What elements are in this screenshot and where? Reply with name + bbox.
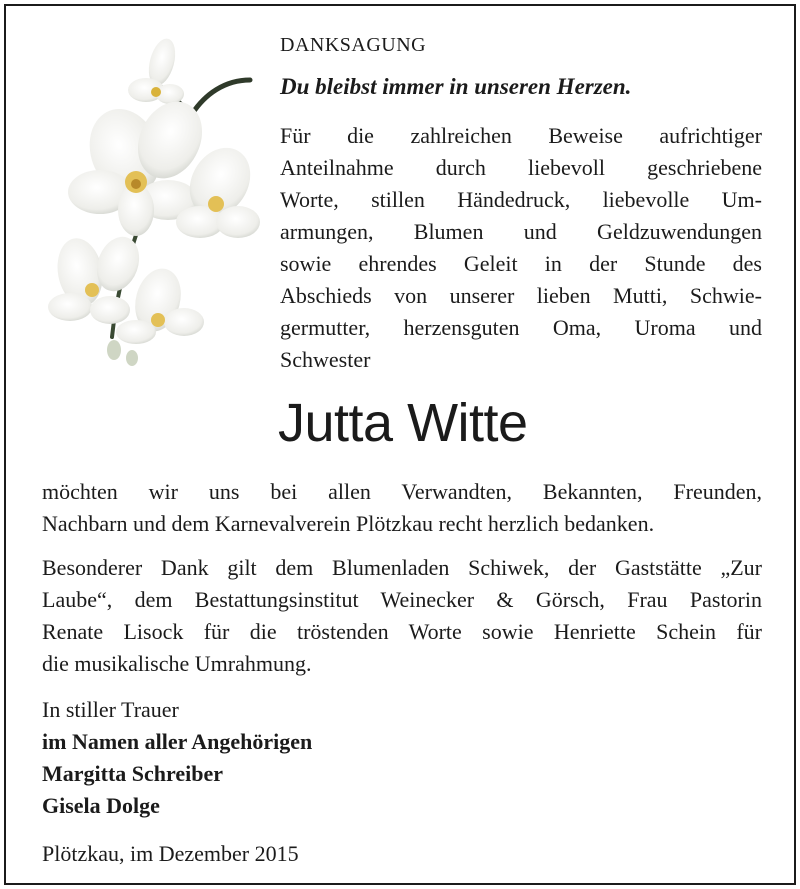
place-date: Plötzkau, im Dezember 2015 <box>42 841 299 866</box>
intro-line: Abschieds von unserer lieben Mutti, Schwie- <box>280 283 762 308</box>
signer-name: Margitta Schreiber <box>42 761 224 786</box>
signoff-intro: In stiller Trauer <box>42 697 179 722</box>
special-thanks-line: Laube“, dem Bestattungsinstitut Weinecker & Görsch, Frau Pastorin <box>42 587 762 612</box>
intro-line: armungen, Blumen und Geldzuwendungen <box>280 219 762 244</box>
special-thanks-paragraph <box>42 552 762 680</box>
notice-motto: Du bleibst immer in unseren Herzen. <box>280 74 632 99</box>
special-thanks-line: Renate Lisock für die tröstenden Worte sowie Henriette Schein für <box>42 619 762 644</box>
signer-name: Gisela Dolge <box>42 793 160 818</box>
intro-paragraph <box>280 120 762 376</box>
intro-line: Worte, stillen Händedruck, liebevolle Um- <box>280 187 762 212</box>
signoff-on-behalf: im Namen aller Angehörigen <box>42 729 313 754</box>
thanks-paragraph <box>42 476 762 540</box>
intro-line: Anteilnahme durch liebevoll geschriebene <box>280 155 762 180</box>
intro-line: germutter, herzensguten Oma, Uroma und <box>280 315 762 340</box>
intro-line: sowie ehrendes Geleit in der Stunde des <box>280 251 762 276</box>
notice-heading: DANKSAGUNG <box>280 34 427 56</box>
intro-line: Für die zahlreichen Beweise aufrichtiger <box>280 123 762 148</box>
thanks-line: möchten wir uns bei allen Verwandten, Bekannten, Freunden, <box>42 479 762 504</box>
deceased-name: Jutta Witte <box>278 393 528 453</box>
thanks-line: Nachbarn und dem Karnevalverein Plötzkau recht herzlich bedanken. <box>42 511 655 536</box>
special-thanks-line: Besonderer Dank gilt dem Blumenladen Schiwek, der Gaststätte „Zur <box>42 555 762 580</box>
special-thanks-line: die musikalische Umrahmung. <box>42 651 312 676</box>
obituary-card <box>4 4 796 885</box>
orchid-illustration-icon <box>40 32 270 372</box>
intro-line: Schwester <box>280 347 371 372</box>
signoff-block <box>42 694 312 822</box>
